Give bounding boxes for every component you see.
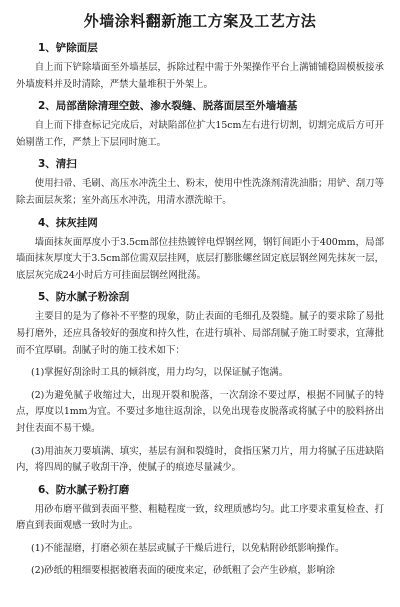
section-list-item: (1)掌握好刮涂时工具的倾斜度，用力均匀，以保证腻子饱满。: [31, 367, 289, 379]
section-paragraph: 自上而下铲除墙面至外墙基层，拆除过程中需于外架操作平台上满铺铺稳固模板接承外墙废料并及时清除，严禁大量堆积于外架上。: [16, 62, 384, 90]
section-paragraph: 自上而下排查标记完成后，对缺陷部位扩大15cm左右进行切割，切割完成后方可开始剔凿工作，严禁上下层同时施工。: [16, 120, 384, 148]
section-hollow-crack-cleanup: [16, 99, 384, 151]
section-heading: 3、清扫: [38, 158, 77, 171]
section-paragraph: 主要目的是为了修补不平整的现象，防止表面的毛细孔及裂缝。腻子的要求除了易批易打磨外，还应具备较好的强度和持久性，在进行填补、局部刮腻子施工时要求，宜薄批而不宜厚刷。刮腻子时的施工技术如下：: [16, 311, 384, 356]
section-plaster-mesh: [16, 216, 384, 285]
section-putty-scraping: [16, 290, 384, 476]
section-heading: 5、防水腻子粉涂刮: [38, 291, 130, 304]
section-list-item: (2)砂纸的粗细要根据被磨表面的硬度来定，砂纸粗了会产生砂痕，影响涂: [31, 565, 335, 577]
section-heading: 4、抹灰挂网: [38, 216, 98, 229]
section-paragraph: 使用扫帚、毛刷、高压水冲洗尘土、粉末，使用中性洗涤剂清洗油脂；用铲、刮刀等除去面层灰浆；室外高压水冲洗，用清水漂洗晾干。: [16, 178, 384, 206]
section-paragraph: 墙面抹灰面厚度小于3.5cm部位挂热镀锌电焊钢丝网，钢钉间距小于400mm，局部墙面抹灰厚度大于3.5cm部位需双层挂网，底层打膨胀螺丝固定底层钢丝网先抹灰一层，底层灰完成24小时后方可挂面层钢丝网批荡。: [16, 236, 384, 281]
section-heading: 2、局部凿除清理空鼓、渗水裂缝、脱落面层至外墙墙基: [38, 100, 298, 113]
section-remove-surface: [16, 41, 384, 93]
section-cleaning: [16, 157, 384, 209]
section-paragraph: 用砂布磨平做到表面平整、粗糙程度一致，纹理质感均匀。此工序要求重复检查、打磨直到表面观感一致时为止。: [16, 503, 384, 532]
section-heading: 6、防水腻子粉打磨: [38, 483, 130, 496]
document-title: 外墙涂料翻新施工方案及工艺方法: [83, 12, 317, 30]
section-list-item: (2)为避免腻子收缩过大，出现开裂和脱落，一次刮涂不要过厚，根据不同腻子的特点，厚度以1mm为宜。不要过多地往返刮涂，以免出现卷皮脱落或将腻子中的胶料挤出封住表面不易干燥。: [16, 389, 384, 434]
section-putty-sanding: [16, 483, 384, 580]
section-list-item: (3)用油灰刀要填满、填实，基层有洞和裂缝时，食指压紧刀片，用力将腻子压进缺陷内，将四周的腻子收刮干净，使腻子的痕迹尽量减少。: [16, 445, 384, 474]
section-list-item: (1)不能湿磨，打磨必须在基层或腻子干燥后进行，以免粘附砂纸影响操作。: [31, 542, 345, 554]
section-heading: 1、铲除面层: [38, 42, 98, 54]
